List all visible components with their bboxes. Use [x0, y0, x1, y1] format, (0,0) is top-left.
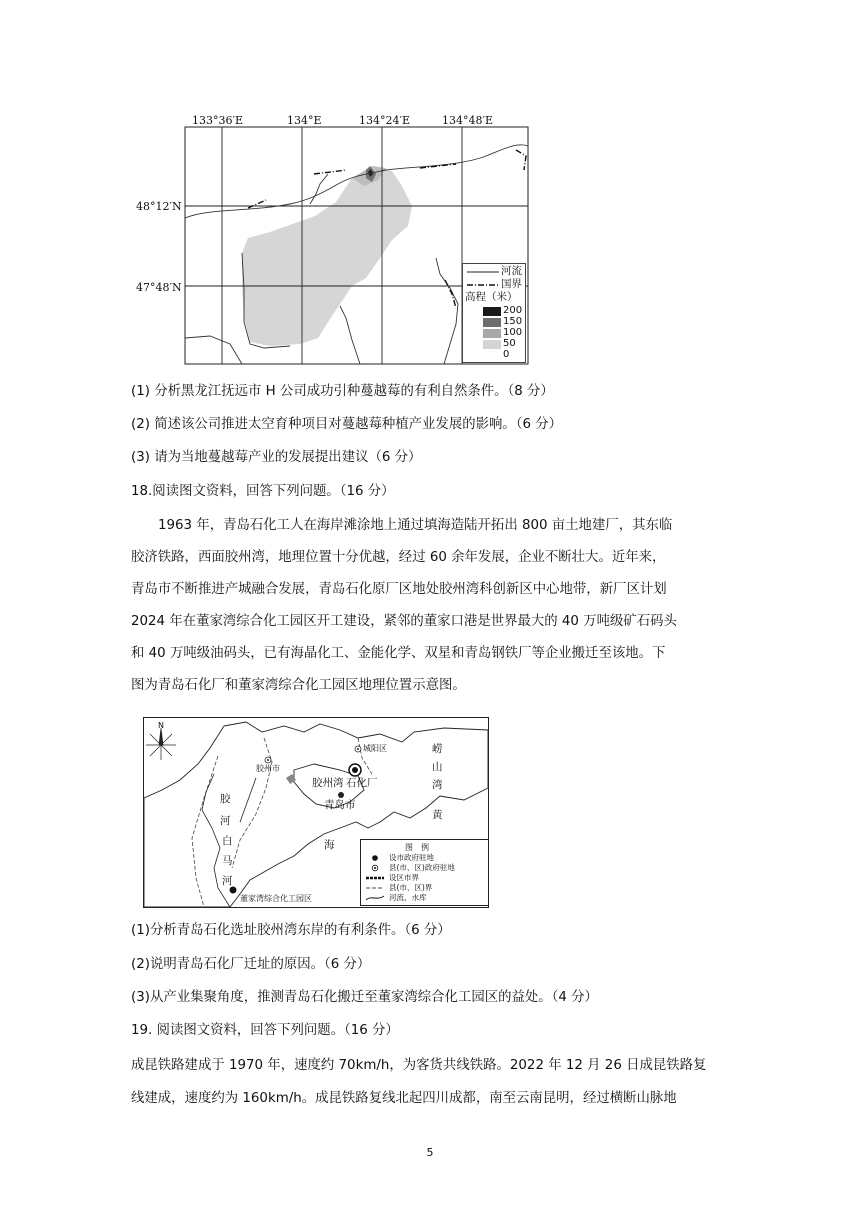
- lat-label: 48°12′N: [136, 200, 182, 213]
- label-laoshan: 崂: [432, 743, 443, 755]
- q18-para-line: 青岛市不断推进产城融合发展，青岛石化原厂区地处胶州湾科创新区中心地带，新厂区计划: [131, 582, 667, 597]
- question-17-1: (1) 分析黑龙江抚远市 H 公司成功引种蔓越莓的有利自然条件。（8 分）: [131, 384, 554, 399]
- legend-border-label: 国界: [501, 278, 522, 290]
- question-17-3: (3) 请为当地蔓越莓产业的发展提出建议（6 分）: [131, 450, 422, 465]
- q18-para-line: 2024 年在董家湾综合化工园区开工建设，紧邻的董家口港是世界最大的 40 万吨级矿石码头: [131, 614, 677, 629]
- legend-level: 0: [503, 349, 510, 360]
- city-jiaozhou: [265, 757, 271, 763]
- legend-item: 县(市、区)界: [389, 883, 433, 892]
- label-jiaozhou-city: 胶州市: [256, 764, 280, 773]
- legend-level: 200: [503, 305, 523, 316]
- q19-para-line: 线建成，速度约为 160km/h。成昆铁路复线北起四川成都，南至云南昆明，经过横断山脉地: [131, 1091, 677, 1106]
- lat-label: 47°48′N: [136, 281, 182, 294]
- label-dongjiawan: 董家湾综合化工园区: [240, 894, 312, 903]
- qingdao-location-map: [143, 717, 489, 908]
- legend-swatch: [483, 307, 501, 316]
- legend-item: 设市政府驻地: [389, 853, 434, 862]
- legend-swatch: [483, 318, 501, 327]
- legend-item: 县(市、区)政府驻地: [389, 863, 455, 872]
- label-hai: 海: [324, 839, 335, 851]
- legend-elevation-title: 高程（米）: [465, 291, 518, 303]
- svg-text:N: N: [158, 721, 164, 730]
- lon-label: 134°48′E: [442, 114, 494, 127]
- city-chengyang: [355, 746, 361, 752]
- label-river-jiao: 河: [220, 815, 231, 827]
- label-huang: 黄: [432, 809, 443, 821]
- label-river-bai: 白: [222, 835, 233, 847]
- label-jiaozhou-bay: 胶州湾: [312, 777, 344, 789]
- label-laoshan: 山: [432, 761, 443, 773]
- legend-level: 50: [503, 338, 516, 349]
- lon-label: 134°E: [287, 114, 322, 127]
- q18-para-line: 胶济铁路，西面胶州湾，地理位置十分优越，经过 60 余年发展，企业不断壮大。近年来，: [131, 550, 666, 565]
- q18-para-line: 图为青岛石化厂和董家湾综合化工园区地理位置示意图。: [131, 678, 466, 693]
- legend-item: 设区市界: [389, 873, 419, 882]
- lon-label: 134°24′E: [359, 114, 411, 127]
- q19-para-line: 成昆铁路建成于 1970 年，速度约 70km/h，为客货共线铁路。2022 年 12 月 26 日成昆铁路复: [131, 1058, 707, 1073]
- question-18-3: (3)从产业集聚角度，推测青岛石化搬迁至董家湾综合化工园区的益处。（4 分）: [131, 990, 598, 1005]
- legend-level: 100: [503, 327, 523, 338]
- legend-swatch: [483, 329, 501, 338]
- legend-river-label: 河流: [501, 265, 522, 277]
- shihua-plant-marker: [349, 764, 361, 776]
- legend-item: 河流、水库: [389, 893, 427, 902]
- legend-title: 图例: [405, 843, 437, 852]
- question-17-2: (2) 简述该公司推进太空育种项目对蔓越莓种植产业发展的影响。（6 分）: [131, 417, 563, 432]
- question-19-heading: 19. 阅读图文资料，回答下列问题。（16 分）: [131, 1023, 399, 1038]
- q18-para-line: 1963 年，青岛石化工人在海岸滩涂地上通过填海造陆开拓出 800 亩土地建厂，其东临: [158, 518, 673, 533]
- compass-icon: [146, 728, 176, 760]
- city-qingdao: [338, 792, 344, 798]
- question-18-2: (2)说明青岛石化厂迁址的原因。（6 分）: [131, 957, 371, 972]
- label-qingdao: 青岛市: [324, 799, 356, 811]
- legend-swatch: [483, 351, 501, 360]
- map1-legend: [462, 263, 526, 363]
- label-chengyang: 城阳区: [363, 744, 387, 753]
- map2-legend: [360, 839, 489, 906]
- q18-para-line: 和 40 万吨级油码头，已有海晶化工、金能化学、双星和青岛钢铁厂等企业搬迁至该地。下: [131, 646, 666, 661]
- lon-label: 133°36′E: [192, 114, 244, 127]
- page-number: 5: [426, 1146, 434, 1159]
- legend-level: 150: [503, 316, 523, 327]
- dongjiawan-marker: [230, 887, 237, 894]
- fuyuan-elevation-map: [136, 108, 560, 370]
- label-river-bai: 马: [222, 855, 233, 867]
- question-18-heading: 18.阅读图文资料，回答下列问题。（16 分）: [131, 484, 395, 499]
- label-laoshan: 湾: [432, 779, 443, 791]
- legend-swatch: [483, 340, 501, 349]
- label-river-jiao: 胶: [220, 793, 231, 805]
- label-shihua: 石化厂: [346, 777, 378, 789]
- label-river-bai: 河: [222, 875, 233, 887]
- question-18-1: (1)分析青岛石化选址胶州湾东岸的有利条件。（6 分）: [131, 923, 451, 938]
